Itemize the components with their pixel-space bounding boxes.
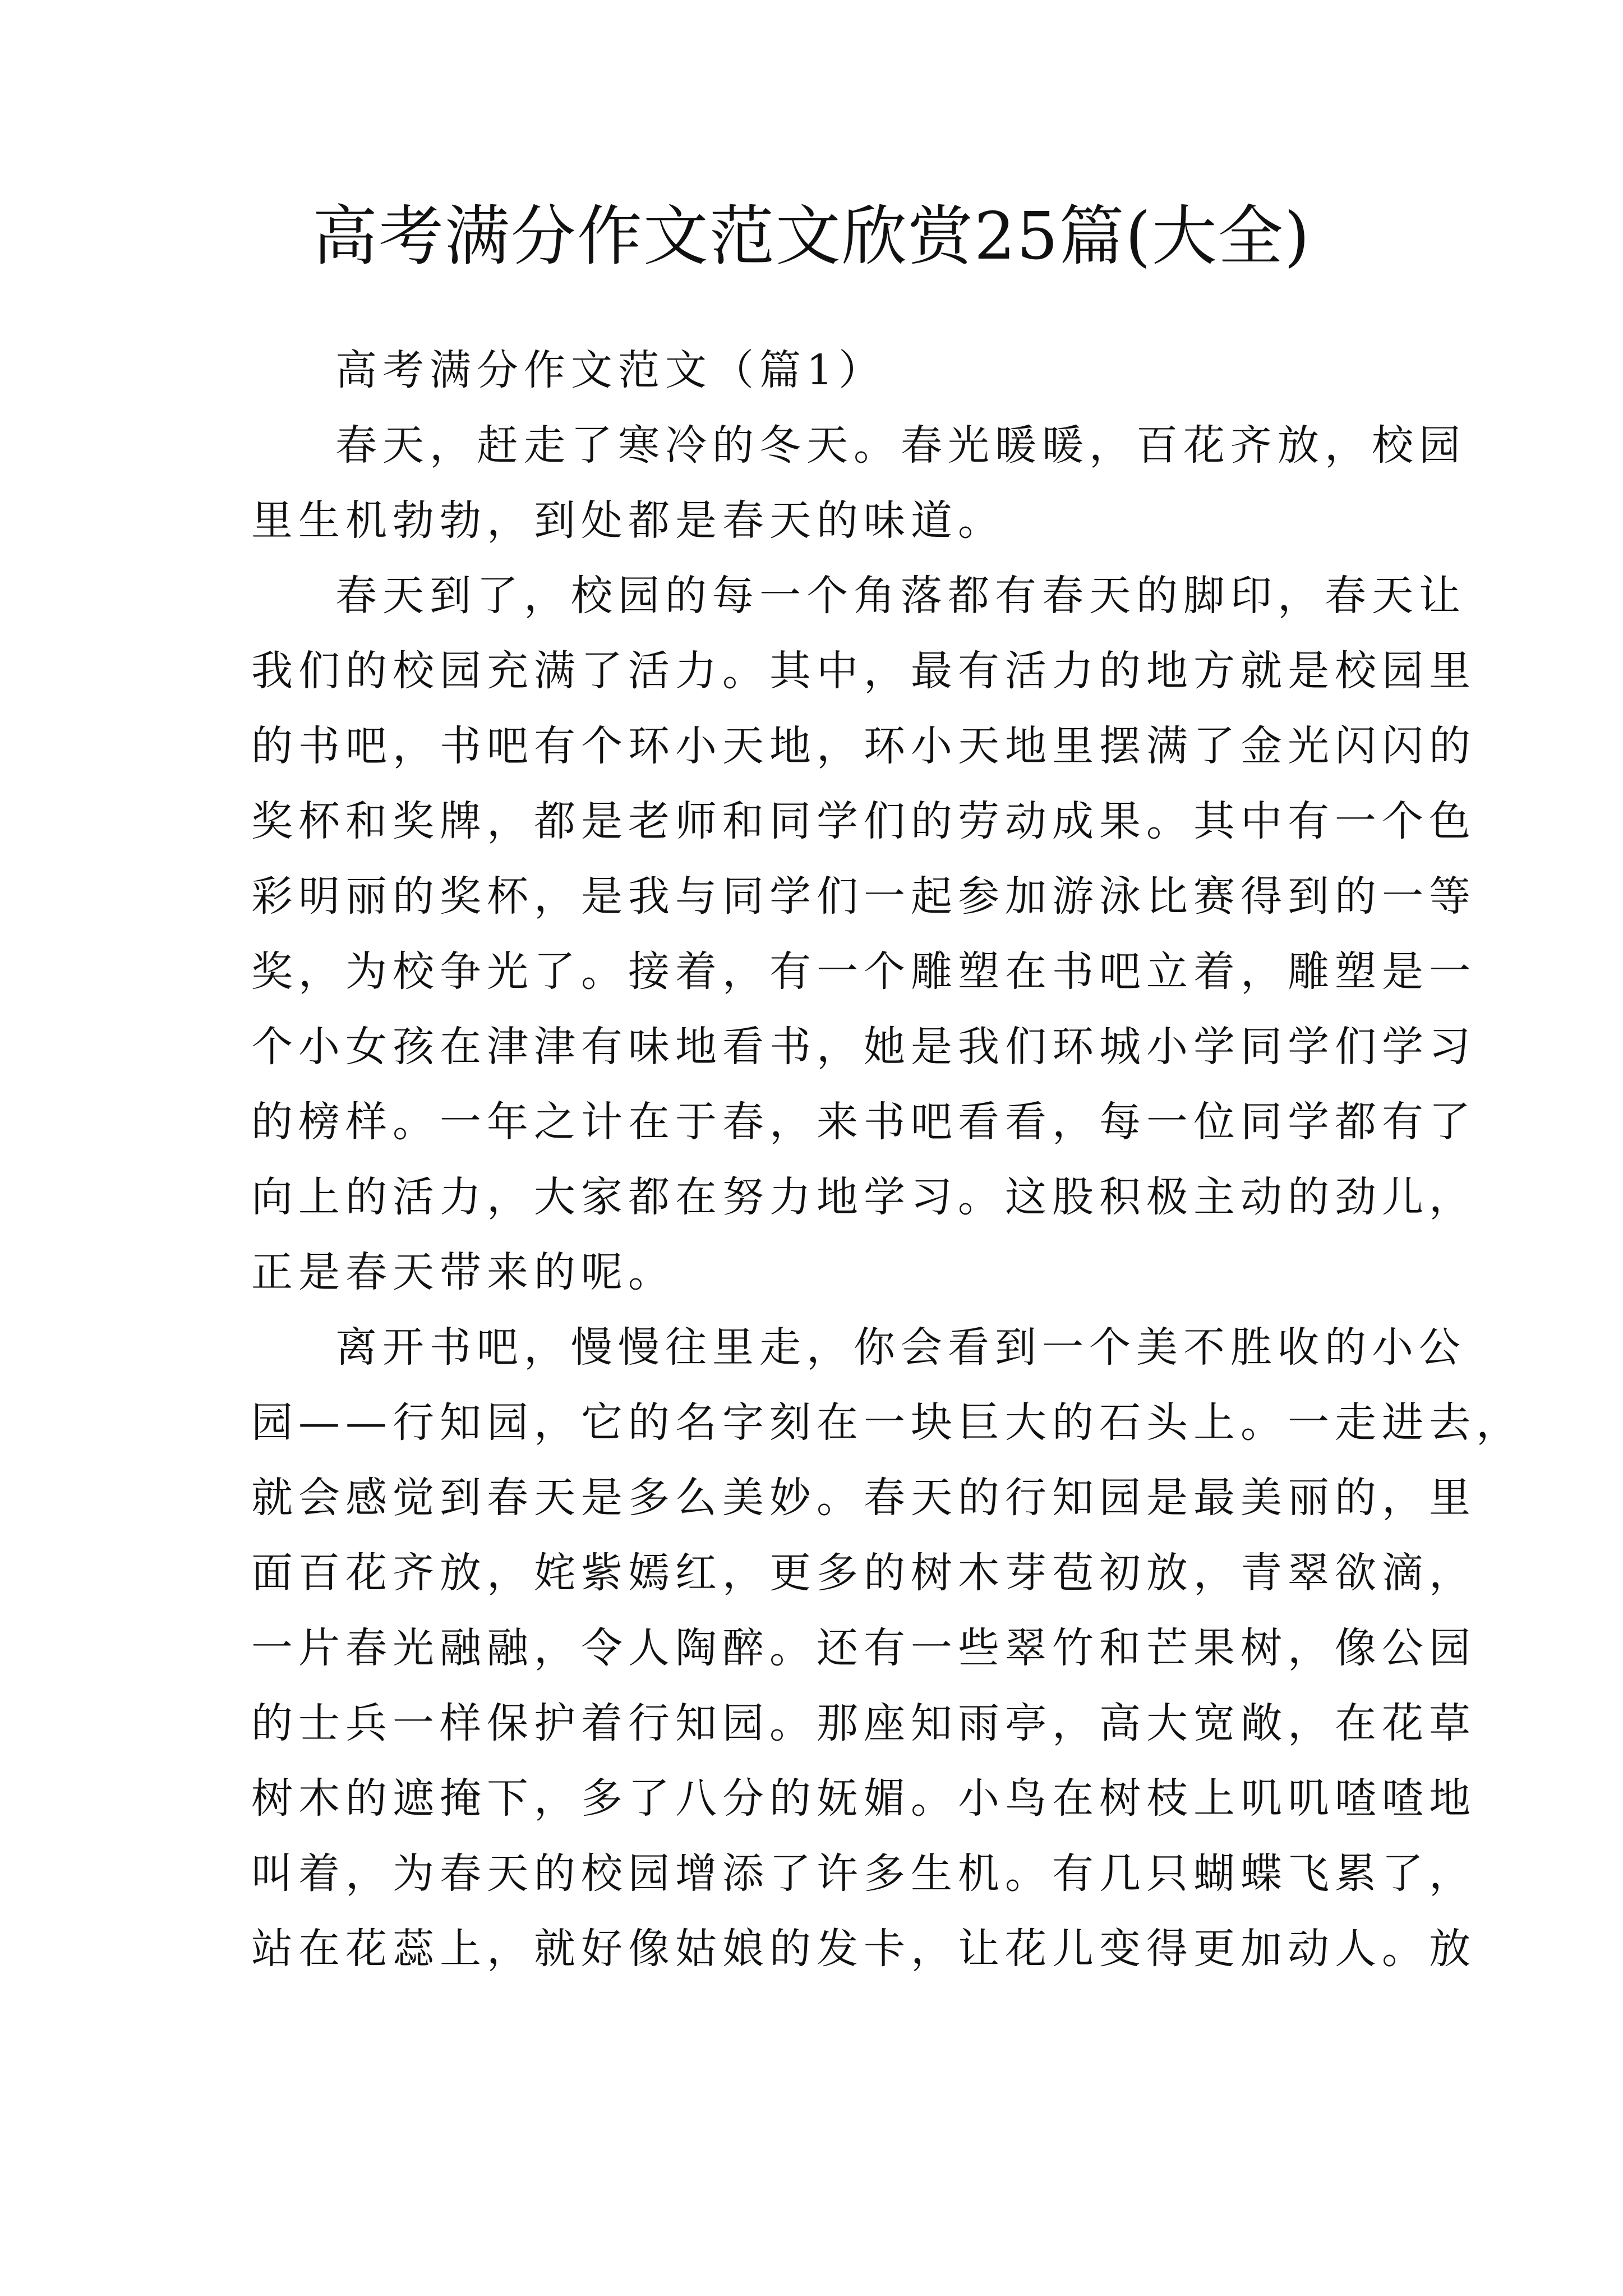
paragraph-line: 春天到了，校园的每一个角落都有春天的脚印，春天让 — [335, 572, 1466, 620]
paragraph-line: 奖，为校争光了。接着，有一个雕塑在书吧立着，雕塑是一 — [251, 947, 1476, 996]
paragraph-line: 就会感觉到春天是多么美妙。春天的行知园是最美丽的，里 — [251, 1474, 1476, 1522]
paragraph-line: 向上的活力，大家都在努力地学习。这股积极主动的劲儿， — [251, 1173, 1476, 1221]
paragraph-line: 奖杯和奖牌，都是老师和同学们的劳动成果。其中有一个色 — [251, 797, 1476, 845]
paragraph-line: 个小女孩在津津有味地看书，她是我们环城小学同学们学习 — [251, 1023, 1476, 1071]
paragraph-line: 正是春天带来的呢。 — [251, 1248, 675, 1296]
section-heading: 高考满分作文范文（篇1） — [335, 346, 886, 394]
paragraph-line: 叫着，为春天的校园增添了许多生机。有几只蝴蝶飞累了， — [251, 1849, 1476, 1898]
paragraph-line: 园——行知园，它的名字刻在一块巨大的石头上。一走进去， — [251, 1398, 1523, 1447]
paragraph-line: 的书吧，书吧有个环小天地，环小天地里摆满了金光闪闪的 — [251, 722, 1476, 770]
paragraph-line: 里生机勃勃，到处都是春天的味道。 — [251, 496, 1005, 545]
paragraph-line: 离开书吧，慢慢往里走，你会看到一个美不胜收的小公 — [335, 1323, 1466, 1372]
document-title: 高考满分作文范文欣赏25篇(大全) — [312, 199, 1311, 274]
paragraph-line: 一片春光融融，令人陶醉。还有一些翠竹和芒果树，像公园 — [251, 1624, 1476, 1672]
paragraph-line: 的榜样。一年之计在于春，来书吧看看，每一位同学都有了 — [251, 1098, 1476, 1146]
paragraph-line: 彩明丽的奖杯，是我与同学们一起参加游泳比赛得到的一等 — [251, 872, 1476, 921]
paragraph-line: 我们的校园充满了活力。其中，最有活力的地方就是校园里 — [251, 647, 1476, 695]
paragraph-line: 面百花齐放，姹紫嫣红，更多的树木芽苞初放，青翠欲滴， — [251, 1549, 1476, 1597]
paragraph-line: 春天，赶走了寒冷的冬天。春光暖暖，百花齐放，校园 — [335, 421, 1466, 470]
paragraph-line: 树木的遮掩下，多了八分的妩媚。小鸟在树枝上叽叽喳喳地 — [251, 1774, 1476, 1823]
paragraph-line: 的士兵一样保护着行知园。那座知雨亭，高大宽敞，在花草 — [251, 1699, 1476, 1747]
paragraph-line: 站在花蕊上，就好像姑娘的发卡，让花儿变得更加动人。放 — [251, 1925, 1476, 1973]
